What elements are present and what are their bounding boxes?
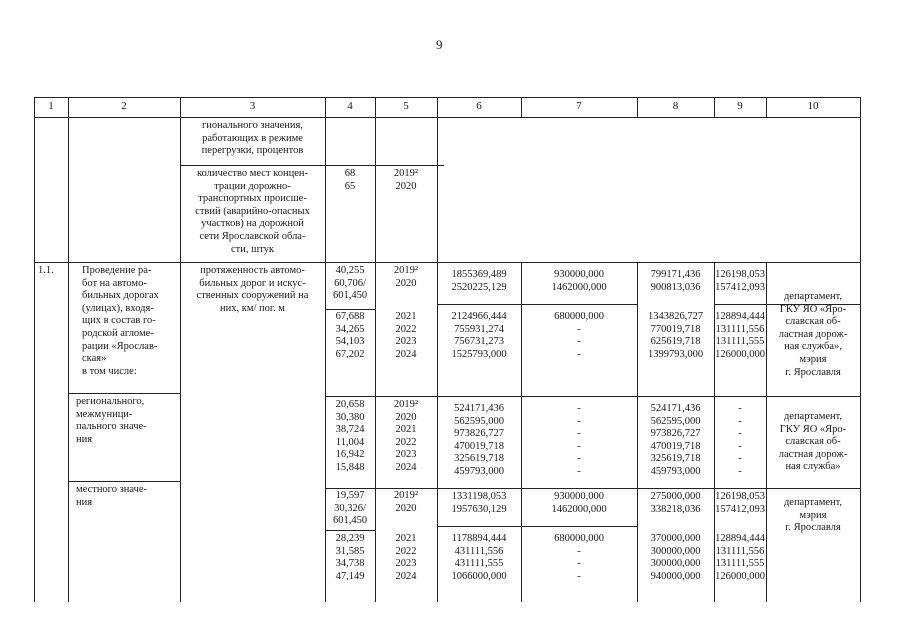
local-federal-a: 930000,000 1462000,000 — [551, 491, 607, 515]
col-header-2: 2 — [121, 100, 127, 112]
row-number: 1.1. — [38, 265, 54, 276]
regional-regional: 524171,436 562595,000 973826,727 470019,718 325619,718 459793,000 — [650, 403, 701, 477]
col-header-3: 3 — [249, 100, 256, 112]
page-number: 9 — [436, 37, 443, 52]
local-total-a: 1331198,053 1957630,129 — [451, 491, 507, 515]
col-header-4: 4 — [347, 100, 353, 112]
local-executors: департамент, мэрия г. Ярославля — [783, 497, 843, 534]
col-header-5: 5 — [403, 100, 409, 112]
local-regional-a: 275000,000 338218,036 — [650, 491, 701, 515]
col-header-10: 10 — [807, 100, 819, 112]
main-regional-b: 1343826,727 770019,718 625619,718 1399793,000 — [647, 311, 704, 360]
regional-label: регионального, межмуници- пального значе- ния — [76, 396, 147, 445]
main-years-b: 2021 2022 2023 2024 — [395, 311, 417, 360]
regional-years: 2019² 2020 2021 2022 2023 2024 — [393, 399, 419, 473]
main-total-b: 2124966,444 755931,274 756731,273 1525793,000 — [451, 311, 507, 360]
accidents-years: 2019² 2020 — [393, 168, 419, 192]
accidents-values: 68 65 — [344, 168, 356, 192]
regional-length: 20,658 30,380 38,724 11,004 16,942 15,848 — [335, 399, 365, 473]
local-total-b: 1178894,444 431111,556 431111,555 1066000,000 — [451, 533, 507, 582]
local-local-a: 126198,053 157412,093 — [715, 491, 765, 515]
local-regional-b: 370000,000 300000,000 300000,000 940000,000 — [650, 533, 701, 582]
local-length-b: 28,239 31,585 34,738 47,149 — [335, 533, 365, 582]
main-regional-a: 799171,436 900813,036 — [650, 269, 701, 293]
main-executors: департамент, ГКУ ЯО «Яро- славская об- ластная дорож- ная служба», мэрия г. Ярославля — [778, 291, 848, 378]
main-total-a: 1855369,489 2520225,129 — [451, 269, 507, 293]
col-header-1: 1 — [48, 100, 54, 112]
main-federal-a: 930000,000 1462000,000 — [551, 269, 607, 293]
activity-name: Проведение ра- бот на автомо- бильных дорогах (улицах), входя- щих в состав го- родской агломе- рации «Ярослав- ская» в том числе: — [82, 265, 159, 377]
local-years-b: 2021 2022 2023 2024 — [395, 533, 417, 582]
indicator-overload-text: гионального значения, работающих в режиме перегрузки, процентов — [201, 120, 304, 157]
col-header-7: 7 — [576, 100, 582, 112]
main-length-b: 67,688 34,265 54,103 67,202 — [335, 311, 365, 360]
regional-total: 524171,436 562595,000 973826,727 470019,718 325619,718 459793,000 — [454, 403, 504, 477]
main-length-a: 40,255 60,706/ 601,450 — [332, 265, 368, 302]
col-header-9: 9 — [737, 100, 743, 112]
main-local-a: 126198,053 157412,093 — [715, 269, 765, 293]
local-length-a: 19,597 30,326/ 601,450 — [332, 490, 368, 527]
local-local-b: 128894,444 131111,556 131111,555 126000,000 — [715, 533, 765, 582]
local-years-a: 2019² 2020 — [393, 490, 419, 514]
main-federal-b: 680000,000 - - - — [554, 311, 604, 360]
regional-federal: - - - - - - — [577, 403, 581, 477]
main-years-a: 2019² 2020 — [393, 265, 419, 289]
main-local-b: 128894,444 131111,556 131111,555 126000,000 — [715, 311, 765, 360]
local-federal-b: 680000,000 - - - — [554, 533, 604, 582]
regional-local: - - - - - - — [738, 403, 742, 477]
col-header-8: 8 — [672, 100, 679, 112]
indicator-accidents-text: количество мест концен- трации дорожно- транспортных происше- ствий (аварийно-опасных участков) на дорожной сети Ярославской обла- сти, штук — [195, 168, 310, 255]
regional-executors: департамент, ГКУ ЯО «Яро- славская об- ластная дорож- ная служба» — [778, 411, 848, 473]
indicator-length-text: протяженность автомо- бильных дорог и искус- ственных сооружений на них, км/ пог. м — [196, 265, 309, 314]
local-label: местного значе- ния — [76, 484, 148, 508]
col-header-6: 6 — [476, 100, 482, 112]
